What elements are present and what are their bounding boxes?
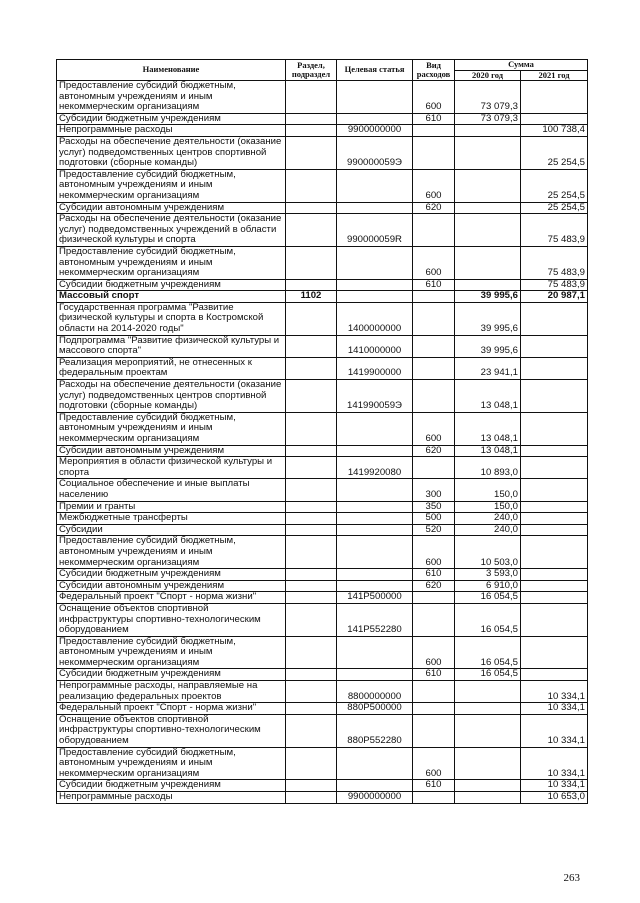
cell-section (286, 580, 337, 592)
cell-section (286, 445, 337, 457)
cell-2020: 16 054,5 (455, 636, 521, 669)
table-row (57, 513, 588, 525)
table-row (57, 536, 588, 569)
cell-target: 1410000000 (337, 335, 413, 357)
cell-target (337, 501, 413, 513)
cell-type (413, 603, 455, 636)
table-row (57, 81, 588, 114)
cell-section (286, 335, 337, 357)
cell-type (413, 681, 455, 703)
cell-name: Субсидии (57, 524, 286, 536)
cell-target (337, 291, 413, 303)
table-row (57, 479, 588, 501)
cell-2021 (521, 569, 588, 581)
cell-2021: 10 334,1 (521, 681, 588, 703)
table-body (57, 81, 588, 804)
cell-section (286, 214, 337, 247)
cell-type (413, 714, 455, 747)
cell-target: 990000059R (337, 214, 413, 247)
table-row (57, 457, 588, 479)
cell-type: 610 (413, 780, 455, 792)
cell-name: Непрограммные расходы, направляемые на реализацию федеральных проектов (57, 681, 286, 703)
cell-2021: 10 334,1 (521, 747, 588, 780)
cell-type: 610 (413, 113, 455, 125)
table-row (57, 580, 588, 592)
cell-2020 (455, 214, 521, 247)
cell-2021 (521, 412, 588, 445)
cell-name: Расходы на обеспечение деятельности (оказание услуг) подведомственных центров спортивной подготовки (сборные команды) (57, 136, 286, 169)
cell-2020: 39 995,6 (455, 291, 521, 303)
cell-type: 620 (413, 202, 455, 214)
header-type: Вид расходов (413, 60, 455, 81)
cell-name: Субсидии автономным учреждениям (57, 580, 286, 592)
cell-2020: 13 048,1 (455, 412, 521, 445)
cell-2020: 13 048,1 (455, 380, 521, 413)
cell-2021 (521, 580, 588, 592)
table-row (57, 412, 588, 445)
table-row (57, 524, 588, 536)
cell-2020: 240,0 (455, 524, 521, 536)
cell-2021 (521, 113, 588, 125)
cell-section (286, 669, 337, 681)
cell-name: Субсидии бюджетным учреждениям (57, 279, 286, 291)
cell-target (337, 636, 413, 669)
cell-2020 (455, 202, 521, 214)
cell-2021 (521, 302, 588, 335)
cell-name: Предоставление субсидий бюджетным, автономным учреждениям и иным некоммерческим организациям (57, 412, 286, 445)
cell-2021 (521, 592, 588, 604)
cell-2021 (521, 479, 588, 501)
table-row (57, 681, 588, 703)
table-row (57, 569, 588, 581)
cell-2021: 100 738,4 (521, 125, 588, 137)
cell-name: Субсидии автономным учреждениям (57, 202, 286, 214)
cell-name: Предоставление субсидий бюджетным, автономным учреждениям и иным некоммерческим организациям (57, 636, 286, 669)
cell-2021: 25 254,5 (521, 169, 588, 202)
cell-name: Реализация мероприятий, не отнесенных к федеральным проектам (57, 357, 286, 379)
cell-target (337, 569, 413, 581)
table-row (57, 136, 588, 169)
cell-name: Подпрограмма "Развитие физической культуры и массового спорта" (57, 335, 286, 357)
table-row (57, 703, 588, 715)
cell-section (286, 603, 337, 636)
table-row (57, 202, 588, 214)
table-row (57, 780, 588, 792)
cell-target (337, 669, 413, 681)
cell-type (413, 125, 455, 137)
cell-2020: 240,0 (455, 513, 521, 525)
cell-name: Субсидии бюджетным учреждениям (57, 669, 286, 681)
cell-section (286, 125, 337, 137)
table-row (57, 169, 588, 202)
cell-2020: 6 910,0 (455, 580, 521, 592)
cell-section (286, 479, 337, 501)
cell-2020: 39 995,6 (455, 335, 521, 357)
cell-target (337, 412, 413, 445)
cell-section (286, 169, 337, 202)
cell-name: Расходы на обеспечение деятельности (оказание услуг) подведомственных центров спортивной подготовки (сборные команды) (57, 380, 286, 413)
cell-type: 300 (413, 479, 455, 501)
cell-type: 600 (413, 169, 455, 202)
table-row (57, 380, 588, 413)
cell-2021 (521, 524, 588, 536)
budget-table (56, 59, 588, 804)
header-target: Целевая статья (337, 60, 413, 81)
cell-name: Субсидии бюджетным учреждениям (57, 569, 286, 581)
cell-2021: 25 254,5 (521, 202, 588, 214)
cell-section (286, 302, 337, 335)
cell-target: 9900000000 (337, 792, 413, 804)
cell-2020: 150,0 (455, 479, 521, 501)
cell-name: Непрограммные расходы (57, 792, 286, 804)
table-row (57, 335, 588, 357)
cell-name: Оснащение объектов спортивной инфраструктуры спортивно-технологическим оборудованием (57, 714, 286, 747)
cell-target: 880P500000 (337, 703, 413, 715)
table-row (57, 747, 588, 780)
cell-section (286, 513, 337, 525)
header-section: Раздел, подраздел (286, 60, 337, 81)
cell-section (286, 136, 337, 169)
cell-2020 (455, 681, 521, 703)
cell-section (286, 536, 337, 569)
cell-2021 (521, 501, 588, 513)
cell-section (286, 457, 337, 479)
cell-2020: 39 995,6 (455, 302, 521, 335)
cell-section (286, 279, 337, 291)
table-row (57, 592, 588, 604)
cell-target (337, 524, 413, 536)
cell-2021: 10 334,1 (521, 780, 588, 792)
cell-section (286, 113, 337, 125)
cell-name: Межбюджетные трансферты (57, 513, 286, 525)
cell-name: Федеральный проект "Спорт - норма жизни" (57, 703, 286, 715)
cell-type (413, 302, 455, 335)
cell-2020 (455, 714, 521, 747)
cell-2021: 75 483,9 (521, 279, 588, 291)
cell-2020: 16 054,5 (455, 669, 521, 681)
cell-name: Субсидии бюджетным учреждениям (57, 780, 286, 792)
cell-type: 610 (413, 569, 455, 581)
cell-type: 600 (413, 81, 455, 114)
cell-type: 500 (413, 513, 455, 525)
cell-section (286, 501, 337, 513)
cell-2021 (521, 445, 588, 457)
cell-2021 (521, 636, 588, 669)
cell-name: Федеральный проект "Спорт - норма жизни" (57, 592, 286, 604)
cell-2021: 10 334,1 (521, 714, 588, 747)
header-2021: 2021 год (521, 70, 588, 81)
cell-section (286, 703, 337, 715)
cell-target: 990000059Э (337, 136, 413, 169)
cell-type: 600 (413, 747, 455, 780)
cell-2020 (455, 747, 521, 780)
cell-target (337, 279, 413, 291)
cell-2020: 13 048,1 (455, 445, 521, 457)
cell-name: Предоставление субсидий бюджетным, автономным учреждениям и иным некоммерческим организациям (57, 169, 286, 202)
cell-2021 (521, 380, 588, 413)
cell-section (286, 747, 337, 780)
cell-target (337, 479, 413, 501)
cell-target: 1419920080 (337, 457, 413, 479)
header-2020: 2020 год (455, 70, 521, 81)
cell-target (337, 113, 413, 125)
cell-type (413, 703, 455, 715)
table-row (57, 792, 588, 804)
cell-section: 1102 (286, 291, 337, 303)
cell-2021: 75 483,9 (521, 214, 588, 247)
cell-target: 9900000000 (337, 125, 413, 137)
cell-2021 (521, 335, 588, 357)
cell-type (413, 792, 455, 804)
cell-target (337, 513, 413, 525)
cell-2020 (455, 703, 521, 715)
cell-section (286, 569, 337, 581)
cell-section (286, 246, 337, 279)
cell-2020: 150,0 (455, 501, 521, 513)
cell-name: Субсидии автономным учреждениям (57, 445, 286, 457)
table-row (57, 125, 588, 137)
cell-2020: 16 054,5 (455, 603, 521, 636)
cell-section (286, 81, 337, 114)
cell-section (286, 592, 337, 604)
cell-2021: 10 334,1 (521, 703, 588, 715)
cell-name: Массовый спорт (57, 291, 286, 303)
cell-section (286, 202, 337, 214)
table-row (57, 636, 588, 669)
cell-type: 350 (413, 501, 455, 513)
cell-section (286, 524, 337, 536)
table-row (57, 302, 588, 335)
cell-name: Оснащение объектов спортивной инфраструктуры спортивно-технологическим оборудованием (57, 603, 286, 636)
budget-page (56, 59, 587, 804)
cell-target (337, 81, 413, 114)
cell-target: 141P500000 (337, 592, 413, 604)
cell-2021 (521, 513, 588, 525)
cell-type: 610 (413, 669, 455, 681)
cell-target: 880P552280 (337, 714, 413, 747)
table-row (57, 357, 588, 379)
cell-type (413, 291, 455, 303)
cell-target: 1419900000 (337, 357, 413, 379)
cell-2021 (521, 603, 588, 636)
cell-type (413, 592, 455, 604)
cell-target (337, 169, 413, 202)
cell-2020 (455, 279, 521, 291)
cell-2020 (455, 169, 521, 202)
table-row (57, 113, 588, 125)
table-row (57, 246, 588, 279)
cell-2020 (455, 792, 521, 804)
header-name: Наименование (57, 60, 286, 81)
cell-2020: 10 503,0 (455, 536, 521, 569)
table-row (57, 714, 588, 747)
cell-target (337, 246, 413, 279)
cell-target (337, 536, 413, 569)
cell-2020: 73 079,3 (455, 113, 521, 125)
cell-2021: 10 653,0 (521, 792, 588, 804)
cell-type (413, 457, 455, 479)
table-row (57, 669, 588, 681)
header-sum: Сумма (455, 60, 588, 71)
cell-target: 141990059Э (337, 380, 413, 413)
cell-2020: 3 593,0 (455, 569, 521, 581)
cell-type (413, 136, 455, 169)
cell-2021: 75 483,9 (521, 246, 588, 279)
cell-2020: 16 054,5 (455, 592, 521, 604)
cell-target (337, 747, 413, 780)
cell-type: 600 (413, 536, 455, 569)
cell-section (286, 681, 337, 703)
cell-2021: 25 254,5 (521, 136, 588, 169)
cell-section (286, 636, 337, 669)
cell-2020 (455, 125, 521, 137)
cell-section (286, 780, 337, 792)
cell-type: 600 (413, 246, 455, 279)
cell-section (286, 380, 337, 413)
cell-name: Мероприятия в области физической культуры и спорта (57, 457, 286, 479)
cell-name: Предоставление субсидий бюджетным, автономным учреждениям и иным некоммерческим организациям (57, 81, 286, 114)
cell-target: 141P552280 (337, 603, 413, 636)
cell-target: 8800000000 (337, 681, 413, 703)
cell-2021 (521, 669, 588, 681)
cell-section (286, 357, 337, 379)
cell-type (413, 214, 455, 247)
cell-type: 620 (413, 580, 455, 592)
cell-2020 (455, 780, 521, 792)
cell-name: Субсидии бюджетным учреждениям (57, 113, 286, 125)
cell-2021 (521, 536, 588, 569)
cell-name: Социальное обеспечение и иные выплаты населению (57, 479, 286, 501)
table-row (57, 214, 588, 247)
cell-target (337, 580, 413, 592)
cell-target (337, 780, 413, 792)
cell-name: Непрограммные расходы (57, 125, 286, 137)
cell-name: Предоставление субсидий бюджетным, автономным учреждениям и иным некоммерческим организациям (57, 536, 286, 569)
cell-name: Премии и гранты (57, 501, 286, 513)
cell-type: 620 (413, 445, 455, 457)
cell-type (413, 380, 455, 413)
cell-2021 (521, 357, 588, 379)
page-number: 263 (563, 872, 580, 884)
cell-2021: 20 987,1 (521, 291, 588, 303)
cell-2020 (455, 246, 521, 279)
cell-2020: 10 893,0 (455, 457, 521, 479)
cell-section (286, 412, 337, 445)
cell-type: 600 (413, 636, 455, 669)
cell-type: 600 (413, 412, 455, 445)
cell-2021 (521, 81, 588, 114)
cell-type: 610 (413, 279, 455, 291)
cell-name: Расходы на обеспечение деятельности (оказание услуг) подведомственных учреждений в области физической культуры и спорта (57, 214, 286, 247)
cell-target (337, 445, 413, 457)
table-row (57, 279, 588, 291)
cell-2020 (455, 136, 521, 169)
cell-name: Предоставление субсидий бюджетным, автономным учреждениям и иным некоммерческим организациям (57, 246, 286, 279)
cell-2020: 73 079,3 (455, 81, 521, 114)
cell-name: Государственная программа "Развитие физической культуры и спорта в Костромской области на 2014-2020 годы" (57, 302, 286, 335)
cell-target (337, 202, 413, 214)
cell-type (413, 335, 455, 357)
table-row (57, 501, 588, 513)
cell-2020: 23 941,1 (455, 357, 521, 379)
cell-2021 (521, 457, 588, 479)
table-row (57, 603, 588, 636)
cell-section (286, 714, 337, 747)
cell-type (413, 357, 455, 379)
cell-type: 520 (413, 524, 455, 536)
table-row (57, 291, 588, 303)
cell-name: Предоставление субсидий бюджетным, автономным учреждениям и иным некоммерческим организациям (57, 747, 286, 780)
cell-target: 1400000000 (337, 302, 413, 335)
cell-section (286, 792, 337, 804)
table-row (57, 445, 588, 457)
